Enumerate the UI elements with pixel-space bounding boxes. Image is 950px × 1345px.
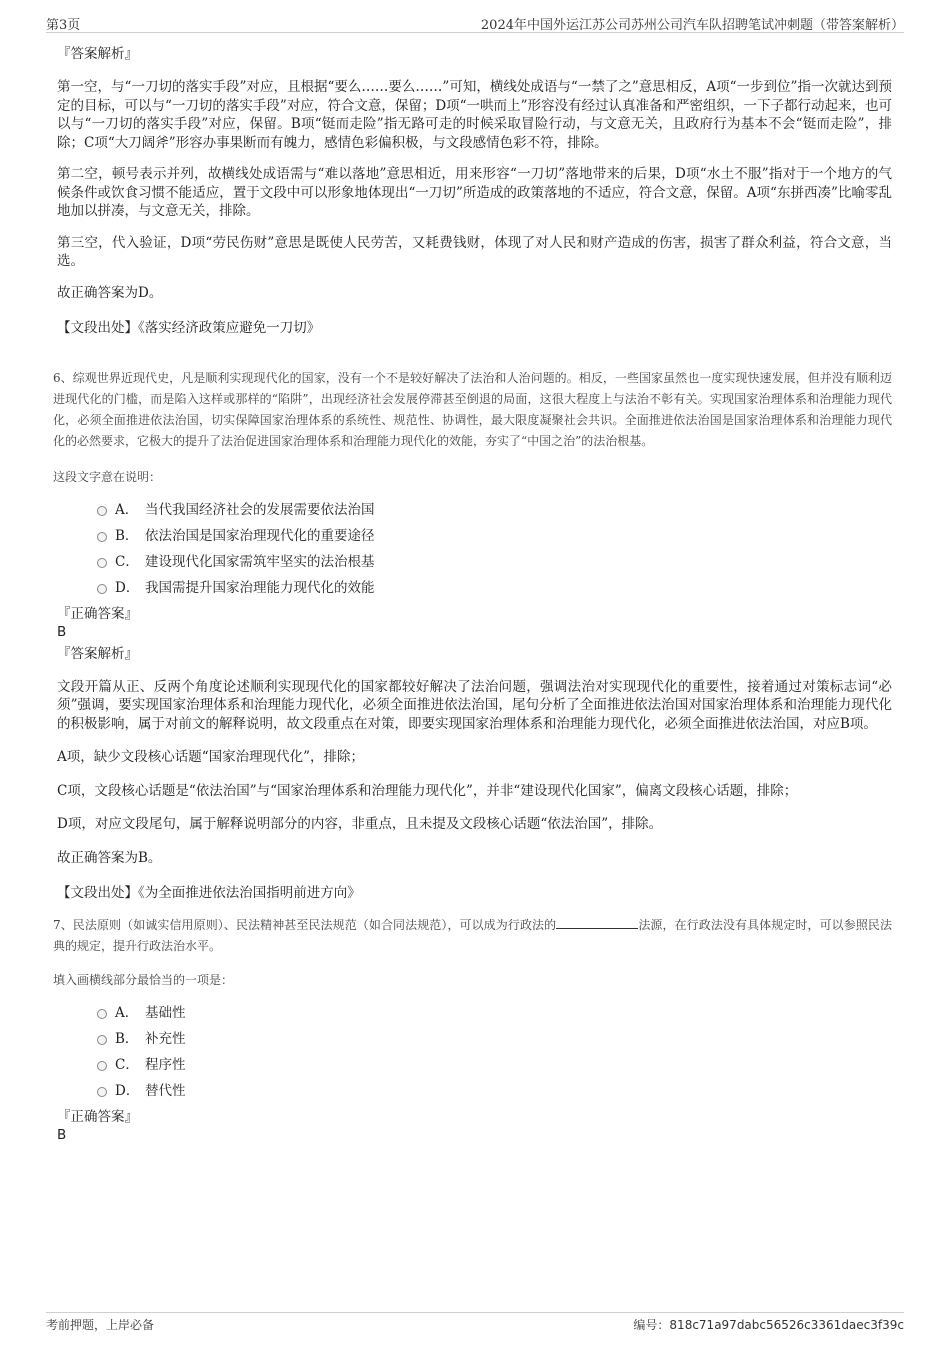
page-footer (46, 1312, 904, 1335)
option-b[interactable] (97, 523, 892, 549)
option-d[interactable] (97, 575, 892, 601)
question-7-text-before: 7、民法原则（如诚实信用原则）、民法精神甚至民法规范（如合同法规范），可以成为行政法的 (53, 917, 557, 932)
option-text: 补充性 (145, 1030, 186, 1047)
analysis-label: 『答案解析』 (57, 645, 138, 662)
page-header (46, 12, 904, 33)
radio-icon[interactable] (97, 1035, 107, 1045)
option-letter: D． (115, 579, 140, 596)
page-number: 第3页 (46, 18, 81, 33)
radio-icon[interactable] (97, 584, 107, 594)
correct-answer: B (57, 623, 67, 640)
analysis-paragraph: D项，对应文段尾句，属于解释说明部分的内容，非重点，且未提及文段核心话题“依法治国”，排除。 (57, 816, 663, 832)
correct-answer: B (57, 1126, 67, 1143)
radio-icon[interactable] (97, 532, 107, 542)
radio-icon[interactable] (97, 1087, 107, 1097)
document-content (53, 45, 892, 1144)
radio-icon[interactable] (97, 1009, 107, 1019)
source-citation: 【文段出处】《落实经济政策应避免一刀切》 (57, 320, 321, 336)
code-value: 818c71a97dabc56526c3361daec3f39c (669, 1318, 904, 1332)
option-text: 当代我国经济社会的发展需要依法治国 (145, 501, 375, 518)
analysis-paragraph: 文段开篇从正、反两个角度论述顺利实现现代化的国家都较好解决了法治问题，强调法治对实现现代化的重要性，接着通过对策标志词“必须”强调，要实现国家治理体系和治理能力现代化，必须全面推进依法治国，尾句分析了全面推进依法治国对国家治理体系和治理能力现代化的积极影响，属于对前文的解释说明，故文段重点在对策，即要实现国家治理体系和治理能力现代化，必须全面推进依法治国，对应B项。 (57, 678, 892, 732)
option-text: 替代性 (145, 1082, 186, 1099)
option-text: 程序性 (145, 1056, 186, 1073)
analysis-paragraph: C项，文段核心话题是“依法治国”与“国家治理体系和治理能力现代化”，并非“建设现代化国家”，偏离文段核心话题，排除； (57, 782, 798, 799)
analysis-paragraph: 第一空，与“一刀切的落实手段”对应，且根据“要么……要么……”可知，横线处成语与“一禁了之”意思相反，A项“一步到位”指一次就达到预定的目标，可以与“一刀切的落实手段”对应，符合文意，保留；D项“一哄而上”形容没有经过认真准备和严密组织，一下子都行动起来，也可以与“一刀切的落实手段”对应，保留。B项“铤而走险”指无路可走的时候采取冒险行动，与文意无关，且政府行为基本不会“铤而走险”，排除；C项“大刀阔斧”形容办事果断而有魄力，感情色彩偏积极，与文段感情色彩不符，排除。 (57, 79, 892, 151)
question-6-text: 6、综观世界近现代史，凡是顺利实现现代化的国家，没有一个不是较好解决了法治和人治问题的。相反，一些国家虽然也一度实现快速发展，但并没有顺利迈进现代化的门槛，而是陷入这样或那样的“陷阱”，出现经济社会发展停滞甚至倒退的局面，这很大程度上与法治不彰有关。实现国家治理体系和治理能力现代化，必须全面推进依法治国，切实保障国家治理体系的系统性、规范性、协调性，最大限度凝聚社会共识。全面推进依法治国是国家治理体系和治理能力现代化的必然要求，它极大的提升了法治促进国家治理体系和治理能力现代化的效能，夯实了“中国之治”的法治根基。 (53, 370, 892, 448)
option-letter: B． (115, 1030, 139, 1047)
question-7-text-after: 法源，在行政法没有具体规定时，可以参照民法典的规定，提升行政法治水平。 (53, 917, 892, 953)
correct-answer-label: 『正确答案』 (57, 1108, 138, 1125)
document-code (633, 1316, 904, 1333)
option-d[interactable] (97, 1078, 892, 1104)
final-answer-line: 故正确答案为D。 (57, 284, 163, 301)
analysis-paragraph: A项，缺少文段核心话题“国家治理现代化”，排除； (57, 749, 365, 765)
option-letter: A． (115, 501, 139, 518)
option-text: 依法治国是国家治理现代化的重要途径 (145, 527, 375, 544)
option-c[interactable] (97, 549, 892, 575)
question-7-prompt: 填入画横线部分最恰当的一项是： (53, 972, 234, 987)
document-title: 2024年中国外运江苏公司苏州公司汽车队招聘笔试冲刺题（带答案解析） (480, 18, 904, 33)
option-b[interactable] (97, 1026, 892, 1052)
footer-slogan: 考前押题，上岸必备 (46, 1318, 155, 1332)
question-6-options (97, 497, 892, 601)
fill-blank (556, 916, 638, 929)
option-letter: D． (115, 1082, 140, 1099)
final-answer-line: 故正确答案为B。 (57, 849, 162, 866)
radio-icon[interactable] (97, 1061, 107, 1071)
option-text: 基础性 (145, 1004, 186, 1021)
option-c[interactable] (97, 1052, 892, 1078)
radio-icon[interactable] (97, 506, 107, 516)
option-a[interactable] (97, 497, 892, 523)
code-label: 编号： (633, 1318, 670, 1332)
analysis-paragraph: 第二空，顿号表示并列，故横线处成语需与“难以落地”意思相近，用来形容“一刀切”落地带来的后果，D项“水土不服”指对于一个地方的气候条件或饮食习惯不能适应，置于文段中可以形象地体现出“一刀切”所造成的政策落地的不适应，符合文意，保留。A项“东拼西凑”比喻零乱地加以拼凑，与文意无关，排除。 (57, 166, 892, 219)
correct-answer-label: 『正确答案』 (57, 605, 138, 622)
option-letter: C． (115, 1056, 139, 1073)
analysis-label: 『答案解析』 (57, 46, 138, 62)
question-7-options (97, 1000, 892, 1104)
option-a[interactable] (97, 1000, 892, 1026)
option-letter: B． (115, 527, 139, 544)
analysis-paragraph: 第三空，代入验证，D项“劳民伤财”意思是既使人民劳苦，又耗费钱财，体现了对人民和财产造成的伤害，损害了群众利益，符合文意，当选。 (57, 234, 892, 269)
option-text: 建设现代化国家需筑牢坚实的法治根基 (145, 553, 375, 570)
option-text: 我国需提升国家治理能力现代化的效能 (145, 579, 375, 596)
question-6-prompt: 这段文字意在说明： (53, 469, 162, 484)
question-7-text (53, 915, 892, 957)
option-letter: A． (115, 1004, 139, 1021)
source-citation: 【文段出处】《为全面推进依法治国指明前进方向》 (57, 885, 361, 901)
radio-icon[interactable] (97, 558, 107, 568)
option-letter: C． (115, 553, 139, 570)
